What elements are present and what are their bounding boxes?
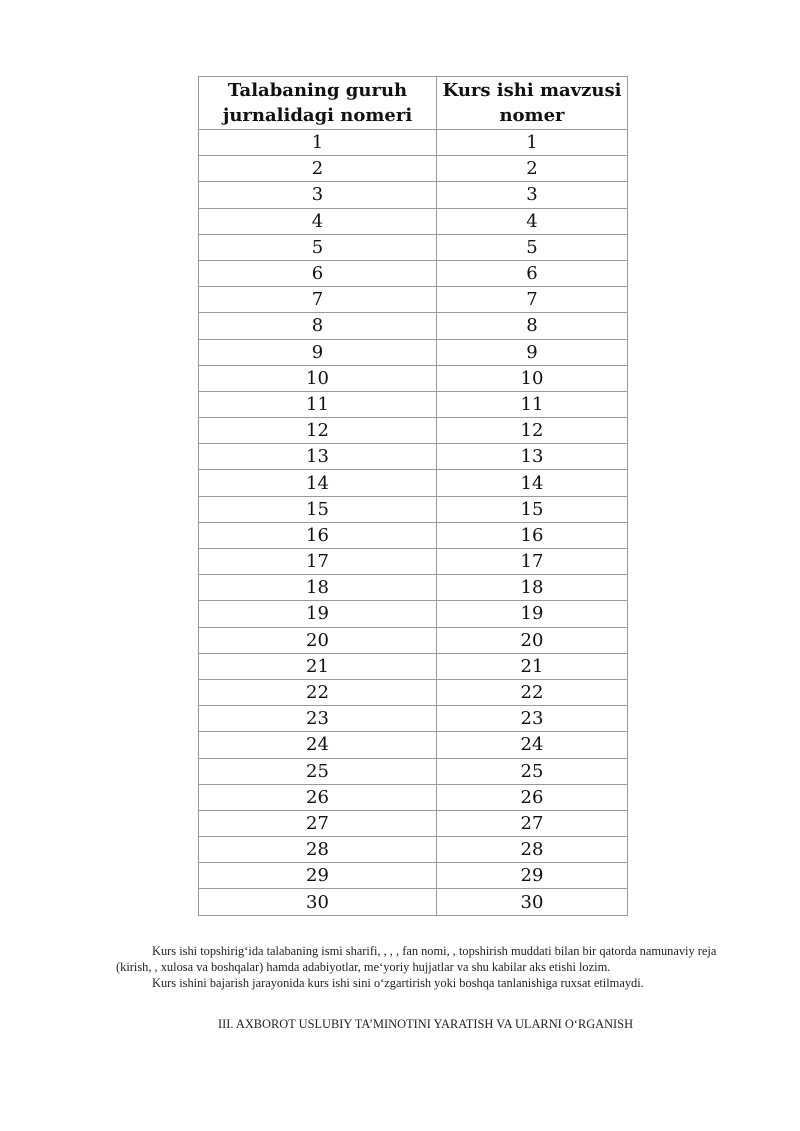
table-row	[199, 365, 628, 391]
cell-topic-number: 12	[437, 418, 628, 444]
table-header-row	[199, 77, 628, 130]
paragraph-topic-change-rule: Kurs ishini bajarish jarayonida kurs ishi sini o‘zgartirish yoki boshqa tanlanishiga ruxsat etilmaydi.	[152, 976, 644, 990]
cell-student-number: 22	[199, 679, 437, 705]
table-row	[199, 470, 628, 496]
cell-topic-number: 21	[437, 653, 628, 679]
cell-student-number: 3	[199, 182, 437, 208]
cell-student-number: 19	[199, 601, 437, 627]
cell-topic-number: 19	[437, 601, 628, 627]
table-row	[199, 444, 628, 470]
cell-topic-number: 27	[437, 810, 628, 836]
table-row	[199, 706, 628, 732]
table-row	[199, 130, 628, 156]
cell-student-number: 26	[199, 784, 437, 810]
table-row	[199, 758, 628, 784]
cell-student-number: 4	[199, 208, 437, 234]
cell-topic-number: 8	[437, 313, 628, 339]
cell-student-number: 18	[199, 575, 437, 601]
cell-student-number: 6	[199, 260, 437, 286]
cell-student-number: 30	[199, 889, 437, 915]
table-row	[199, 287, 628, 313]
table-row	[199, 182, 628, 208]
table-row	[199, 863, 628, 889]
cell-student-number: 10	[199, 365, 437, 391]
cell-topic-number: 5	[437, 234, 628, 260]
cell-topic-number: 15	[437, 496, 628, 522]
cell-topic-number: 23	[437, 706, 628, 732]
cell-topic-number: 17	[437, 549, 628, 575]
cell-topic-number: 11	[437, 391, 628, 417]
table-body	[199, 130, 628, 916]
cell-topic-number: 28	[437, 837, 628, 863]
cell-student-number: 29	[199, 863, 437, 889]
table-row	[199, 679, 628, 705]
table-row	[199, 732, 628, 758]
cell-student-number: 21	[199, 653, 437, 679]
cell-topic-number: 20	[437, 627, 628, 653]
table-row	[199, 784, 628, 810]
cell-student-number: 27	[199, 810, 437, 836]
cell-topic-number: 7	[437, 287, 628, 313]
cell-topic-number: 24	[437, 732, 628, 758]
cell-student-number: 1	[199, 130, 437, 156]
cell-student-number: 23	[199, 706, 437, 732]
cell-topic-number: 25	[437, 758, 628, 784]
cell-student-number: 25	[199, 758, 437, 784]
cell-topic-number: 3	[437, 182, 628, 208]
cell-student-number: 7	[199, 287, 437, 313]
cell-student-number: 16	[199, 522, 437, 548]
cell-student-number: 15	[199, 496, 437, 522]
cell-student-number: 12	[199, 418, 437, 444]
table-row	[199, 234, 628, 260]
cell-topic-number: 1	[437, 130, 628, 156]
table-row	[199, 810, 628, 836]
table-row	[199, 522, 628, 548]
cell-student-number: 28	[199, 837, 437, 863]
table-row	[199, 339, 628, 365]
cell-topic-number: 18	[437, 575, 628, 601]
table-row	[199, 313, 628, 339]
cell-student-number: 24	[199, 732, 437, 758]
cell-student-number: 2	[199, 156, 437, 182]
table-row	[199, 156, 628, 182]
table-row	[199, 653, 628, 679]
cell-topic-number: 9	[437, 339, 628, 365]
cell-student-number: 14	[199, 470, 437, 496]
header-student-number	[199, 77, 437, 130]
cell-student-number: 9	[199, 339, 437, 365]
cell-topic-number: 22	[437, 679, 628, 705]
cell-student-number: 11	[199, 391, 437, 417]
cell-student-number: 17	[199, 549, 437, 575]
table-row	[199, 601, 628, 627]
table-row	[199, 837, 628, 863]
paragraph-assignment-contents: Kurs ishi topshirig‘ida talabaning ismi sharifi, , , , fan nomi, , topshirish muddati bilan bir qatorda namunaviy reja (kirish, , xulosa va boshqalar) hamda adabiyotlar, me‘yoriy hujjatlar va shu kabilar aks etishi lozim.	[116, 944, 717, 974]
cell-student-number: 20	[199, 627, 437, 653]
cell-topic-number: 4	[437, 208, 628, 234]
cell-student-number: 5	[199, 234, 437, 260]
cell-topic-number: 10	[437, 365, 628, 391]
section-title: III. AXBOROT USLUBIY TA’MINOTINI YARATISH VA ULARNI O‘RGANISH	[218, 1017, 634, 1031]
table-row	[199, 627, 628, 653]
cell-topic-number: 29	[437, 863, 628, 889]
cell-topic-number: 2	[437, 156, 628, 182]
assignment-table	[198, 76, 628, 916]
table-row	[199, 575, 628, 601]
cell-topic-number: 26	[437, 784, 628, 810]
table-row	[199, 889, 628, 915]
table-row	[199, 549, 628, 575]
table-row	[199, 496, 628, 522]
header-topic-number-text: Kurs ishi mavzusi nomer	[442, 80, 622, 126]
table-row	[199, 208, 628, 234]
cell-topic-number: 30	[437, 889, 628, 915]
cell-student-number: 8	[199, 313, 437, 339]
cell-student-number: 13	[199, 444, 437, 470]
cell-topic-number: 16	[437, 522, 628, 548]
header-topic-number	[437, 77, 628, 130]
cell-topic-number: 13	[437, 444, 628, 470]
table-row	[199, 391, 628, 417]
cell-topic-number: 14	[437, 470, 628, 496]
table-row	[199, 418, 628, 444]
header-student-number-text: Talabaning guruh jurnalidagi nomeri	[222, 80, 413, 126]
cell-topic-number: 6	[437, 260, 628, 286]
table-row	[199, 260, 628, 286]
